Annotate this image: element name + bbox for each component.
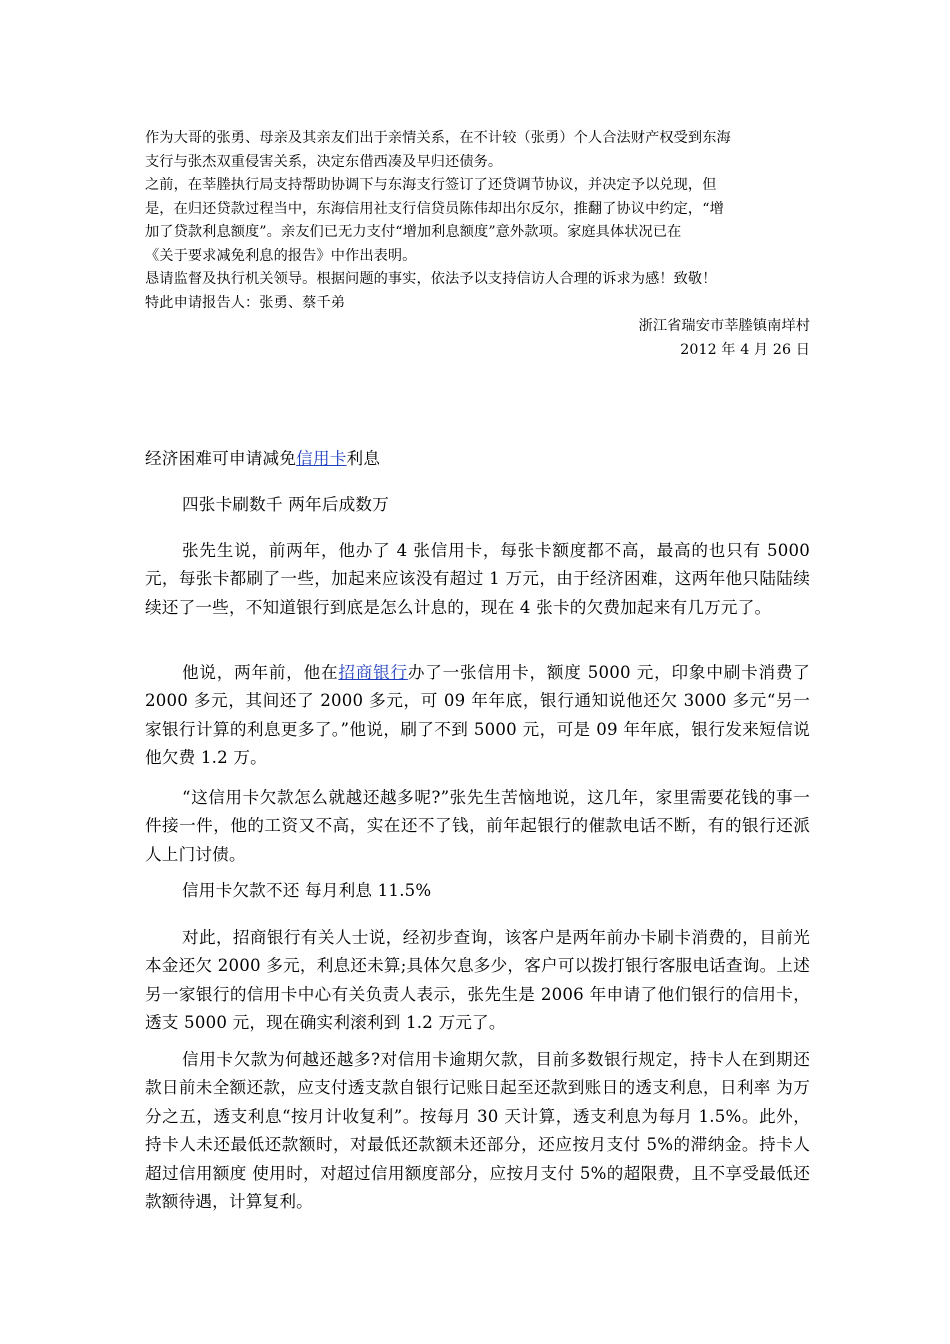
- letter-line-8: 特此申请报告人：张勇、蔡千弟: [145, 294, 346, 311]
- letter-line-5: 加了贷款利息额度”。亲友们已无力支付“增加利息额度”意外款项。家庭具体状况已在: [145, 224, 682, 240]
- article-title: [145, 445, 810, 473]
- subheading-2-text: 信用卡欠款不还 每月利息 11.5%: [182, 881, 432, 900]
- letter-line-3: 之前，在莘塍执行局支持帮助协调下与东海支行签订了还贷调节协议，并决定予以兑现，但: [145, 177, 717, 193]
- paragraph-2-suffix: 办了一张信用卡，额度 5000 元，印象中刷卡消费了 2000 多元，其间还了 2000 多元，可 09 年年底，银行通知说他还欠 3000 多元“另一家银行计算的利息更多了。”他说，刷了不到 5000 元，可是 09 年年底，银行发来短信说他欠费 1.2 万。: [145, 663, 810, 768]
- china-merchants-bank-link[interactable]: 招商银行: [338, 663, 408, 682]
- paragraph-2: [145, 659, 810, 773]
- paragraph-2-prefix: 他说，两年前，他在: [182, 663, 339, 682]
- subheading-1-text: 四张卡刷数千 两年后成数万: [182, 495, 389, 514]
- letter-line-1: 作为大哥的张勇、母亲及其亲友们出于亲情关系，在不计较（张勇）个人合法财产权受到东海: [145, 130, 731, 146]
- article-title-suffix: 利息: [346, 449, 381, 468]
- paragraph-3-text: “这信用卡欠款怎么就越还越多呢?”张先生苦恼地说，这几年，家里需要花钱的事一件接一件，他的工资又不高，实在还不了钱，前年起银行的催款电话不断，有的银行还派人上门讨债。: [145, 788, 810, 864]
- credit-card-link[interactable]: 信用卡: [296, 449, 347, 468]
- subheading-1: [145, 491, 810, 519]
- paragraph-5: [145, 1046, 810, 1216]
- article-title-prefix: 经济困难可申请减免: [145, 449, 297, 468]
- signature-date: 2012 年 4 月 26 日: [680, 341, 810, 358]
- letter-line-2: 支行与张杰双重侵害关系，决定东借西凑及早归还债务。: [145, 153, 503, 170]
- paragraph-4-text: 对此，招商银行有关人士说，经初步查询，该客户是两年前办卡刷卡消费的，目前光本金还欠 2000 多元，利息还未算;具体欠息多少，客户可以拨打银行客服电话查询。上述另一家银行的信用卡中心有关负责人表示，张先生是 2006 年申请了他们银行的信用卡，透支 5000 元，现在确实利滚利到 1.2 万元了。: [145, 928, 810, 1033]
- letter-line-6: 《关于要求减免利息的报告》中作出表明。: [145, 247, 417, 264]
- subheading-2: [145, 877, 810, 905]
- paragraph-3: [145, 784, 810, 869]
- letter-line-7: 恳请监督及执行机关领导。根据问题的事实，依法予以支持信访人合理的诉求为感！致敬！: [145, 271, 717, 287]
- letter-body: [145, 127, 810, 362]
- signature-place: 浙江省瑞安市莘塍镇南垟村: [638, 318, 810, 334]
- paragraph-1-text: 张先生说，前两年，他办了 4 张信用卡，每张卡额度都不高，最高的也只有 5000 元，每张卡都刷了一些，加起来应该没有超过 1 万元，由于经济困难，这两年他只陆陆续续还了一些，不知道银行到底是怎么计息的，现在 4 张卡的欠费加起来有几万元了。: [145, 541, 810, 617]
- paragraph-5-text: 信用卡欠款为何越还越多?对信用卡逾期欠款，目前多数银行规定，持卡人在到期还款日前未全额还款，应支付透支款自银行记账日起至还款到账日的透支利息，日利率 为万分之五，透支利息“按月计收复利”。按每月 30 天计算，透支利息为每月 1.5%。此外，持卡人未还最低还款额时，对最低还款额未还部分，还应按月支付 5%的滞纳金。持卡人超过信用额度 使用时，对超过信用额度部分，应按月支付 5%的超限费，且不享受最低还款额待遇，计算复利。: [145, 1050, 810, 1212]
- letter-line-4: 是，在归还贷款过程当中，东海信用社支行信贷员陈伟却出尔反尔，推翻了协议中约定，“增: [145, 200, 724, 217]
- paragraph-1: [145, 537, 810, 622]
- paragraph-4: [145, 924, 810, 1038]
- paragraph-2-text: [145, 659, 810, 773]
